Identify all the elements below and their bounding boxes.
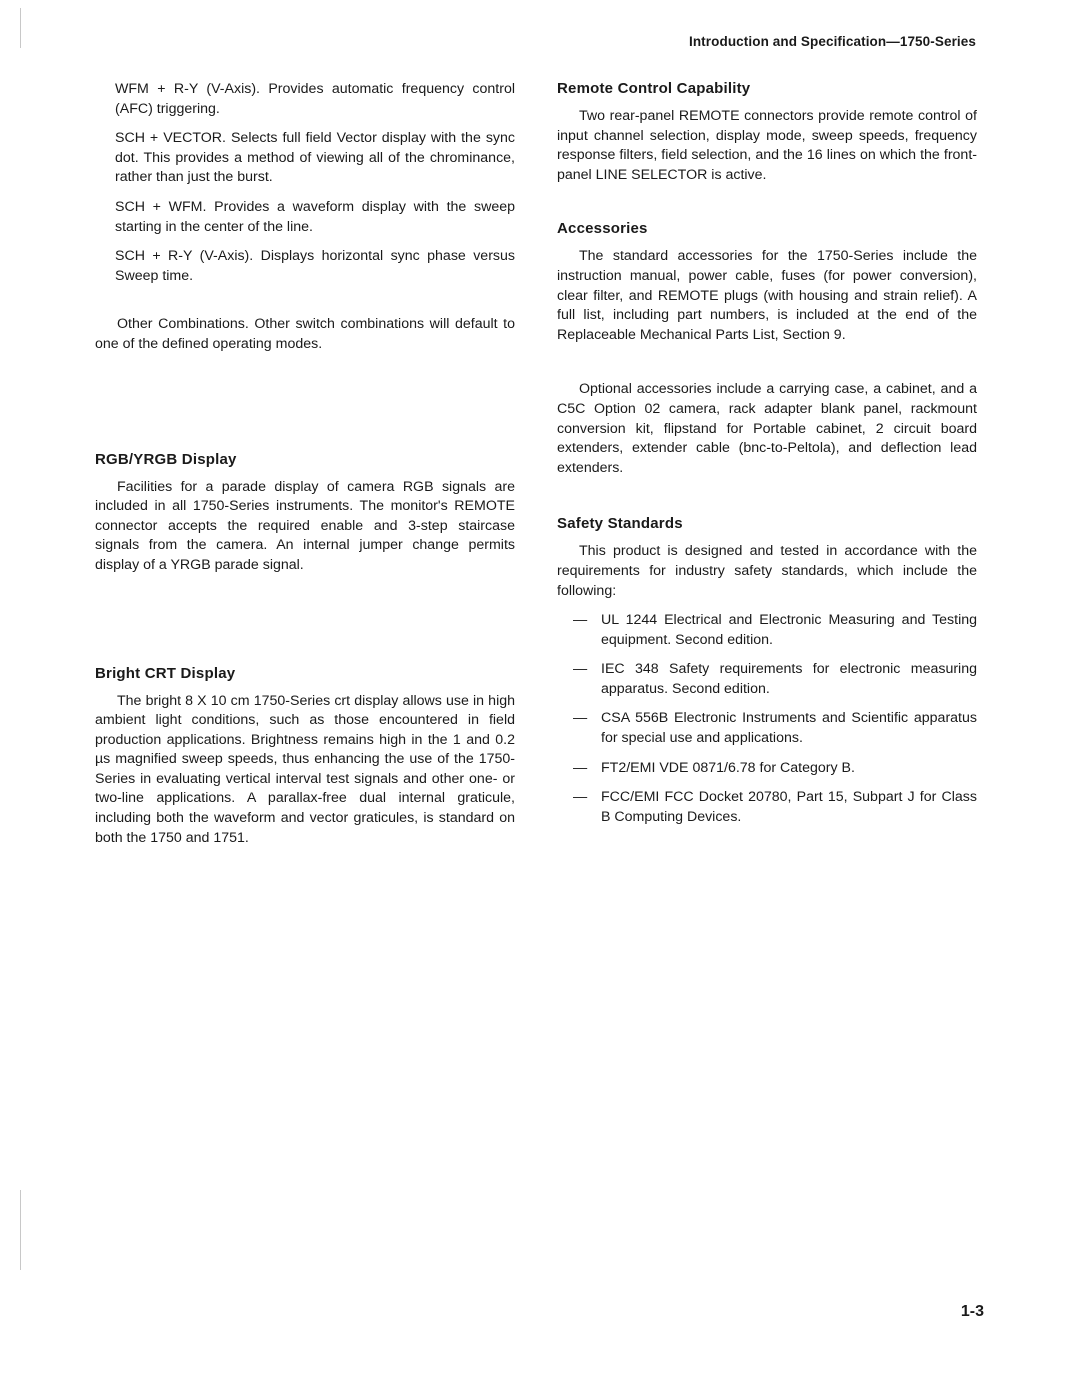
- crt-body: The bright 8 X 10 cm 1750-Series crt display allows use in high ambient light conditions, such as those encountered in field production applications. Brightness remains high in the 1 and 0.2 µs magnified sweep speeds, thus enhancing the use of the 1750-Series in evaluating vertical interval test signals and other one- or two-line applications. A parallax-free dual internal graticule, including both the waveform and vector graticules, is standard on both the 1750 and 1751.: [95, 692, 515, 846]
- right-column: [557, 80, 977, 827]
- standard-ul-1244: UL 1244 Electrical and Electronic Measuring and Testing equipment. Second edition.: [601, 612, 977, 648]
- left-column: [95, 80, 515, 848]
- scan-artifact: [20, 8, 21, 48]
- mode-sch-vector: SCH + VECTOR. Selects full field Vector display with the sync dot. This provides a method of viewing all of the chrominance, rather than just the burst.: [115, 130, 515, 186]
- standard-ft2-emi: FT2/EMI VDE 0871/6.78 for Category B.: [601, 759, 855, 776]
- mode-sch-wfm: SCH + WFM. Provides a waveform display with the sweep starting in the center of the line.: [115, 198, 515, 235]
- list-dash: —: [573, 710, 588, 727]
- standard-item: [573, 788, 977, 827]
- crt-heading: Bright CRT Display: [95, 664, 236, 682]
- accessories-heading: Accessories: [557, 220, 648, 238]
- remote-body: Two rear-panel REMOTE connectors provide remote control of input channel selection, display mode, sweep speeds, frequency response filters, field selection, and the 16 lines on which the front-panel LINE SELECTOR is active.: [557, 108, 977, 183]
- standard-csa-556b: CSA 556B Electronic Instruments and Scientific apparatus for special use and applications.: [601, 710, 977, 747]
- optional-accessories: Optional accessories include a carrying case, a cabinet, and a C5C Option 02 camera, rack adapter blank panel, rackmount conversion kit, flipstand for Portable cabinet, 2 circuit board extenders, extender cable (bnc-to-Peltola), and deflection lead extenders.: [557, 381, 977, 476]
- safety-body: This product is designed and tested in accordance with the requirements for industry safety standards, which include the following:: [557, 543, 977, 599]
- list-dash: —: [573, 759, 588, 776]
- mode-wfm-ry: WFM + R-Y (V-Axis). Provides automatic frequency control (AFC) triggering.: [115, 81, 515, 117]
- standard-iec-348: IEC 348 Safety requirements for electronic measuring apparatus. Second edition.: [601, 661, 977, 697]
- mode-sch-ry: SCH + R-Y (V-Axis). Displays horizontal sync phase versus Sweep time.: [115, 248, 515, 284]
- standard-item: [573, 709, 977, 748]
- rgb-body: Facilities for a parade display of camera RGB signals are included in all 1750-Series instruments. The monitor's REMOTE connector accepts the required enable and 3-step staircase signals from the camera. An internal jumper change permits display of a YRGB parade signal.: [95, 478, 515, 573]
- list-dash: —: [573, 612, 588, 629]
- standard-fcc-emi: FCC/EMI FCC Docket 20780, Part 15, Subpart J for Class B Computing Devices.: [601, 789, 977, 825]
- page-number: 1-3: [960, 1303, 984, 1320]
- scan-artifact: [20, 1190, 21, 1270]
- list-dash: —: [573, 661, 588, 678]
- accessories-body: The standard accessories for the 1750-Series include the instruction manual, power cable, fuses (for power conversion), clear filter, and REMOTE plugs (with housing and strain relief). A full list, including part numbers, is included at the end of the Replaceable Mechanical Parts List, Section 9.: [557, 248, 977, 343]
- safety-heading: Safety Standards: [557, 515, 683, 533]
- running-head: Introduction and Specification—1750-Series: [688, 34, 976, 49]
- rgb-heading: RGB/YRGB Display: [95, 450, 237, 468]
- remote-heading: Remote Control Capability: [557, 80, 751, 97]
- standard-item: [573, 759, 977, 779]
- other-combinations: Other Combinations. Other switch combinations will default to one of the defined operating modes.: [95, 316, 515, 352]
- list-dash: —: [573, 789, 588, 806]
- standard-item: [573, 611, 977, 650]
- standard-item: [573, 660, 977, 699]
